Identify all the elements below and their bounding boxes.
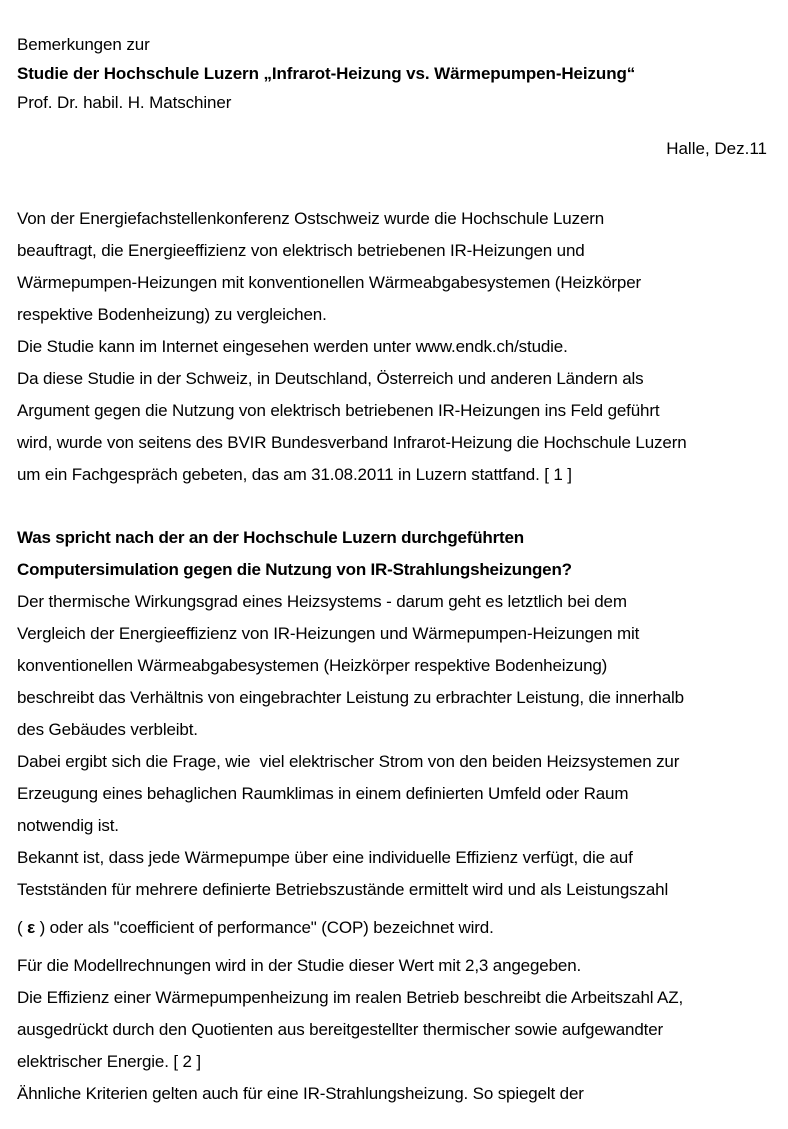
- body-line: beauftragt, die Energieeffizienz von elektrisch betriebenen IR-Heizungen und: [17, 241, 585, 260]
- body-line: Testständen für mehrere definierte Betriebszustände ermittelt wird und als Leistungszahl: [17, 880, 669, 899]
- body-line-reference-2: elektrischer Energie. [ 2 ]: [17, 1052, 201, 1071]
- body-line: Wärmepumpen-Heizungen mit konventionellen Wärmeabgabesystemen (Heizkörper: [17, 273, 642, 292]
- body-line: Der thermische Wirkungsgrad eines Heizsystems - darum geht es letztlich bei dem: [17, 592, 627, 611]
- document-header: [17, 0, 771, 163]
- epsilon-prefix: (: [17, 918, 28, 937]
- section-question-heading: [17, 522, 771, 586]
- body-line: Dabei ergibt sich die Frage, wie viel elektrischer Strom von den beiden Heizsystemen zur: [17, 752, 680, 771]
- line-epsilon-cop: [17, 912, 771, 944]
- body-line: ausgedrückt durch den Quotienten aus bereitgestellter thermischer sowie aufgewandter: [17, 1020, 664, 1039]
- body-line: des Gebäudes verbleibt.: [17, 720, 198, 739]
- body-line: beschreibt das Verhältnis von eingebrachter Leistung zu erbrachter Leistung, die innerhalb: [17, 688, 684, 707]
- body-line: Vergleich der Energieeffizienz von IR-Heizungen und Wärmepumpen-Heizungen mit: [17, 624, 640, 643]
- body-line: Argument gegen die Nutzung von elektrisch betriebenen IR-Heizungen ins Feld geführt: [17, 401, 660, 420]
- body-line: Die Effizienz einer Wärmepumpenheizung im realen Betrieb beschreibt die Arbeitszahl AZ,: [17, 988, 684, 1007]
- body-line-reference-1: um ein Fachgespräch gebeten, das am 31.08.2011 in Luzern stattfand. [ 1 ]: [17, 465, 572, 484]
- epsilon-suffix: ) oder als "coefficient of performance" (COP) bezeichnet wird.: [35, 918, 494, 937]
- paragraph-efficiency: [17, 586, 771, 906]
- document-author: Prof. Dr. habil. H. Matschiner: [17, 93, 232, 112]
- body-line: Da diese Studie in der Schweiz, in Deutschland, Österreich und anderen Ländern als: [17, 369, 644, 388]
- epsilon-cop-line: [17, 912, 771, 944]
- body-line-study-url: Die Studie kann im Internet eingesehen werden unter www.endk.ch/studie.: [17, 337, 568, 356]
- body-line: wird, wurde von seitens des BVIR Bundesverband Infrarot-Heizung die Hochschule Luzern: [17, 433, 687, 452]
- document-title: Studie der Hochschule Luzern „Infrarot-Heizung vs. Wärmepumpen-Heizung“: [17, 64, 636, 83]
- body-line: Bekannt ist, dass jede Wärmepumpe über eine individuelle Effizienz verfügt, die auf: [17, 848, 633, 867]
- place-and-date: Halle, Dez.11: [666, 139, 767, 158]
- body-line: konventionellen Wärmeabgabesystemen (Heizkörper respektive Bodenheizung): [17, 656, 608, 675]
- body-line: notwendig ist.: [17, 816, 119, 835]
- epsilon-symbol: ε: [27, 918, 36, 937]
- question-heading-line: Computersimulation gegen die Nutzung von IR-Strahlungsheizungen?: [17, 560, 572, 579]
- body-line: Erzeugung eines behaglichen Raumklimas in einem definierten Umfeld oder Raum: [17, 784, 629, 803]
- document-body: [17, 163, 771, 1110]
- body-line: Für die Modellrechnungen wird in der Studie dieser Wert mit 2,3 angegeben.: [17, 956, 582, 975]
- body-line: Ähnliche Kriterien gelten auch für eine IR-Strahlungsheizung. So spiegelt der: [17, 1084, 584, 1103]
- body-line: respektive Bodenheizung) zu vergleichen.: [17, 305, 327, 324]
- paragraph-introduction: [17, 203, 771, 491]
- header-intro-line: Bemerkungen zur: [17, 35, 150, 54]
- body-line: Von der Energiefachstellenkonferenz Ostschweiz wurde die Hochschule Luzern: [17, 209, 605, 228]
- paragraph-work-figure: [17, 950, 771, 1110]
- question-heading-line: Was spricht nach der an der Hochschule Luzern durchgeführten: [17, 528, 524, 547]
